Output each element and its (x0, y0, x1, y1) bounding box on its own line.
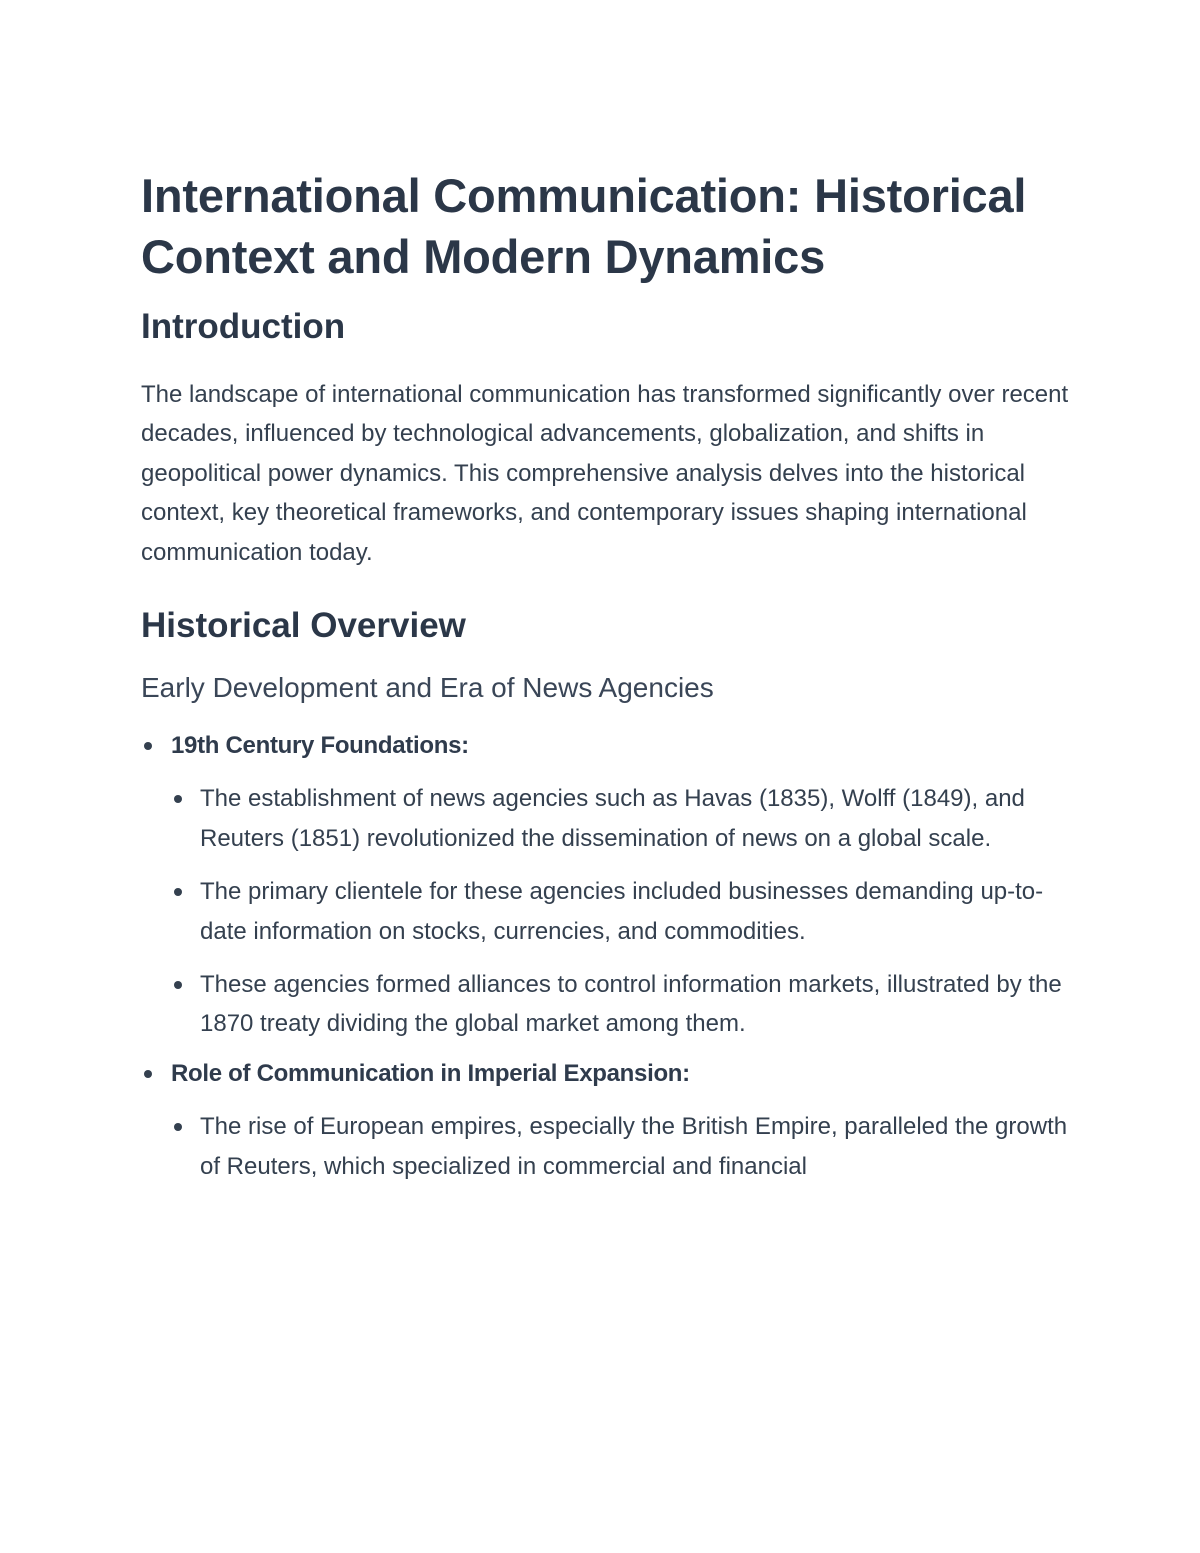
historical-overview-list (141, 726, 1071, 1186)
list-item-text: The rise of European empires, especially the British Empire, paralleled the growth of Reuters, which specialized in commercial and financial (200, 1113, 1068, 1180)
document-title: International Communication: Historical Context and Modern Dynamics (141, 169, 1027, 283)
list-item (171, 872, 1071, 951)
list-item (171, 1107, 1071, 1186)
bullet-icon (144, 1070, 152, 1078)
bullet-icon (174, 981, 182, 989)
list-item-19th-century-foundations (141, 726, 1071, 1044)
early-development-subheading: Early Development and Era of News Agencies (141, 672, 714, 704)
nested-list (171, 779, 1071, 1043)
bullet-icon (174, 888, 182, 896)
list-item-role-of-communication (141, 1054, 1071, 1186)
introduction-paragraph: The landscape of international communication has transformed significantly over recent decades, influenced by technological advancements, globalization, and shifts in geopolitical power dynamics. This comprehensive analysis delves into the historical context, key theoretical frameworks, and contemporary issues shaping international communication today. (141, 381, 1069, 566)
bullet-icon (144, 742, 152, 750)
nested-list (171, 1107, 1071, 1186)
list-item-text: The primary clientele for these agencies included businesses demanding up-to-date information on stocks, currencies, and commodities. (200, 878, 1044, 945)
list-item-label: Role of Communication in Imperial Expansion: (171, 1059, 690, 1087)
document-page (141, 165, 1071, 1186)
list-item (171, 779, 1071, 858)
bullet-icon (174, 1123, 182, 1131)
historical-overview-heading: Historical Overview (141, 606, 466, 646)
introduction-heading: Introduction (141, 307, 346, 346)
list-item-label: 19th Century Foundations: (171, 732, 469, 760)
list-item-text: These agencies formed alliances to control information markets, illustrated by the 1870 treaty dividing the global market among them. (200, 971, 1062, 1038)
list-item-text: The establishment of news agencies such as Havas (1835), Wolff (1849), and Reuters (1851) revolutionized the dissemination of news on a global scale. (200, 785, 1025, 852)
list-item (171, 965, 1071, 1044)
bullet-icon (174, 795, 182, 803)
